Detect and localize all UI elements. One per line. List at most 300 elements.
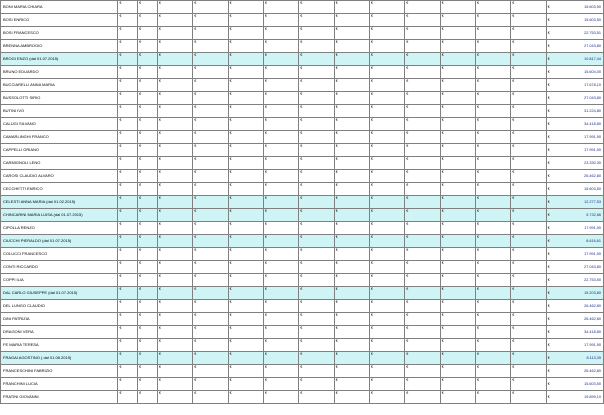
currency-symbol: € <box>371 79 373 83</box>
amount-cell <box>476 248 511 261</box>
currency-symbol: € <box>477 131 479 135</box>
table-row <box>1 300 604 313</box>
currency-symbol: € <box>477 105 479 109</box>
currency-symbol: € <box>229 326 232 330</box>
total-value: 5.732,86 <box>586 213 601 217</box>
currency-symbol: € <box>335 274 338 278</box>
currency-symbol: € <box>335 1 338 5</box>
amount-cell <box>264 144 299 157</box>
amount-cell <box>138 391 158 404</box>
currency-symbol: € <box>158 209 161 213</box>
currency-symbol: € <box>335 144 338 148</box>
currency-symbol: € <box>139 118 142 122</box>
total-cell <box>546 79 603 92</box>
currency-symbol: € <box>194 300 197 304</box>
currency-symbol: € <box>139 170 142 174</box>
currency-symbol: € <box>371 66 373 70</box>
currency-symbol: € <box>406 144 409 148</box>
currency-symbol: € <box>158 274 161 278</box>
amount-cell <box>334 209 369 222</box>
currency-symbol: € <box>477 14 479 18</box>
amount-cell <box>138 261 158 274</box>
currency-symbol: € <box>229 235 232 239</box>
currency-symbol: € <box>158 326 161 330</box>
currency-symbol: € <box>139 66 142 70</box>
amount-cell <box>405 14 440 27</box>
currency-symbol: € <box>441 118 444 122</box>
amount-cell <box>299 40 334 53</box>
currency-symbol: € <box>371 40 373 44</box>
currency-symbol: € <box>158 131 161 135</box>
amount-cell <box>193 1 228 14</box>
currency-symbol: € <box>406 352 409 356</box>
currency-symbol: € <box>139 378 142 382</box>
currency-symbol: € <box>547 57 550 61</box>
currency-symbol: € <box>335 313 338 317</box>
amount-cell <box>264 274 299 287</box>
currency-symbol: € <box>265 131 267 135</box>
currency-symbol: € <box>547 278 550 282</box>
currency-symbol: € <box>335 326 338 330</box>
amount-cell <box>476 105 511 118</box>
currency-symbol: € <box>477 313 479 317</box>
currency-symbol: € <box>371 183 373 187</box>
amount-cell <box>511 14 546 27</box>
currency-symbol: € <box>406 339 409 343</box>
amount-cell <box>228 391 263 404</box>
amount-cell <box>476 339 511 352</box>
currency-symbol: € <box>512 183 515 187</box>
amount-cell <box>118 1 138 14</box>
person-name: BUCCIARELLI ANNA MARIA <box>1 79 118 92</box>
amount-cell <box>264 313 299 326</box>
currency-symbol: € <box>265 53 267 57</box>
amount-cell <box>228 339 263 352</box>
currency-symbol: € <box>547 395 550 399</box>
currency-symbol: € <box>547 213 550 217</box>
currency-symbol: € <box>229 40 232 44</box>
currency-symbol: € <box>194 53 197 57</box>
amount-cell <box>370 170 405 183</box>
amount-cell <box>299 326 334 339</box>
person-name: FRAGAI AGOSTINO ( dal 01.08.2015) <box>1 352 118 365</box>
currency-symbol: € <box>194 92 197 96</box>
amount-cell <box>228 261 263 274</box>
person-name: BRENNA AMBROGIO <box>1 40 118 53</box>
amount-cell <box>118 14 138 27</box>
currency-symbol: € <box>139 144 142 148</box>
currency-symbol: € <box>477 326 479 330</box>
amount-cell <box>511 1 546 14</box>
currency-symbol: € <box>139 14 142 18</box>
person-name: FRANCESCHINI FABRIZIO <box>1 365 118 378</box>
amount-cell <box>334 144 369 157</box>
currency-symbol: € <box>119 300 122 304</box>
currency-symbol: € <box>512 222 515 226</box>
currency-symbol: € <box>547 31 550 35</box>
amount-cell <box>228 53 263 66</box>
currency-symbol: € <box>547 239 550 243</box>
currency-symbol: € <box>229 248 232 252</box>
currency-symbol: € <box>265 1 267 5</box>
currency-symbol: € <box>158 352 161 356</box>
table-body <box>1 1 604 404</box>
amount-cell <box>264 209 299 222</box>
amount-cell <box>264 365 299 378</box>
amount-cell <box>264 79 299 92</box>
total-value: 27.043,80 <box>584 265 601 269</box>
currency-symbol: € <box>512 365 515 369</box>
currency-symbol: € <box>119 170 122 174</box>
currency-symbol: € <box>371 1 373 5</box>
amount-cell <box>299 79 334 92</box>
amount-cell <box>511 378 546 391</box>
person-name: DINI PATRIZIA <box>1 313 118 326</box>
amount-cell <box>511 287 546 300</box>
amount-cell <box>228 79 263 92</box>
amount-cell <box>370 378 405 391</box>
amount-cell <box>228 326 263 339</box>
currency-symbol: € <box>158 339 161 343</box>
amount-cell <box>334 40 369 53</box>
currency-symbol: € <box>406 313 409 317</box>
currency-symbol: € <box>229 131 232 135</box>
currency-symbol: € <box>229 209 232 213</box>
currency-symbol: € <box>229 144 232 148</box>
currency-symbol: € <box>371 92 373 96</box>
total-value: 10.817,44 <box>584 57 601 61</box>
currency-symbol: € <box>194 1 197 5</box>
total-value: 27.043,80 <box>584 44 601 48</box>
currency-symbol: € <box>441 170 444 174</box>
currency-symbol: € <box>139 326 142 330</box>
amount-cell <box>193 118 228 131</box>
currency-symbol: € <box>139 339 142 343</box>
currency-symbol: € <box>194 170 197 174</box>
amount-cell <box>264 14 299 27</box>
currency-symbol: € <box>477 79 479 83</box>
amount-cell <box>138 131 158 144</box>
amount-cell <box>405 300 440 313</box>
amount-cell <box>118 326 138 339</box>
person-name: BONI MARIA CHIARA <box>1 1 118 14</box>
currency-symbol: € <box>477 352 479 356</box>
total-cell <box>546 118 603 131</box>
currency-symbol: € <box>229 66 232 70</box>
amount-cell <box>476 144 511 157</box>
currency-symbol: € <box>300 105 303 109</box>
currency-symbol: € <box>139 235 142 239</box>
amount-cell <box>193 170 228 183</box>
amount-cell <box>299 131 334 144</box>
amount-cell <box>193 222 228 235</box>
currency-symbol: € <box>406 261 409 265</box>
amount-cell <box>370 339 405 352</box>
currency-symbol: € <box>119 391 122 395</box>
amount-cell <box>157 183 192 196</box>
amount-cell <box>440 326 475 339</box>
amount-cell <box>264 300 299 313</box>
amount-cell <box>511 365 546 378</box>
amount-cell <box>299 300 334 313</box>
currency-symbol: € <box>194 378 197 382</box>
currency-symbol: € <box>477 27 479 31</box>
amount-cell <box>511 79 546 92</box>
currency-symbol: € <box>139 222 142 226</box>
table-row <box>1 326 604 339</box>
amount-cell <box>405 261 440 274</box>
currency-symbol: € <box>139 157 142 161</box>
currency-symbol: € <box>300 131 303 135</box>
amount-cell <box>334 274 369 287</box>
currency-symbol: € <box>119 274 122 278</box>
amount-cell <box>193 14 228 27</box>
amount-cell <box>193 40 228 53</box>
currency-symbol: € <box>265 352 267 356</box>
amount-cell <box>476 170 511 183</box>
currency-symbol: € <box>139 105 142 109</box>
currency-symbol: € <box>158 196 161 200</box>
amount-cell <box>157 365 192 378</box>
amount-cell <box>511 391 546 404</box>
amount-cell <box>440 53 475 66</box>
amount-cell <box>264 118 299 131</box>
currency-symbol: € <box>158 1 161 5</box>
currency-symbol: € <box>441 248 444 252</box>
table-row <box>1 40 604 53</box>
currency-symbol: € <box>300 391 303 395</box>
amount-cell <box>476 92 511 105</box>
amount-cell <box>370 66 405 79</box>
amount-cell <box>334 287 369 300</box>
currency-symbol: € <box>229 92 232 96</box>
amount-cell <box>138 313 158 326</box>
currency-symbol: € <box>265 209 267 213</box>
amount-cell <box>157 209 192 222</box>
currency-symbol: € <box>335 53 338 57</box>
total-cell <box>546 365 603 378</box>
currency-symbol: € <box>512 27 515 31</box>
currency-symbol: € <box>139 352 142 356</box>
total-cell <box>546 170 603 183</box>
currency-symbol: € <box>194 222 197 226</box>
amount-cell <box>118 274 138 287</box>
currency-symbol: € <box>547 382 550 386</box>
currency-symbol: € <box>512 209 515 213</box>
amount-cell <box>405 209 440 222</box>
amount-cell <box>334 391 369 404</box>
currency-symbol: € <box>119 53 122 57</box>
amount-cell <box>193 79 228 92</box>
currency-symbol: € <box>406 274 409 278</box>
currency-symbol: € <box>119 157 122 161</box>
currency-symbol: € <box>512 1 515 5</box>
currency-symbol: € <box>300 183 303 187</box>
amount-cell <box>138 92 158 105</box>
currency-symbol: € <box>229 300 232 304</box>
currency-symbol: € <box>119 183 122 187</box>
amount-cell <box>511 53 546 66</box>
currency-symbol: € <box>441 378 444 382</box>
amount-cell <box>405 40 440 53</box>
amount-cell <box>370 391 405 404</box>
amount-cell <box>334 313 369 326</box>
amount-cell <box>334 352 369 365</box>
currency-symbol: € <box>547 18 550 22</box>
amount-cell <box>157 378 192 391</box>
amount-cell <box>370 352 405 365</box>
currency-symbol: € <box>158 14 161 18</box>
currency-symbol: € <box>335 157 338 161</box>
currency-symbol: € <box>300 235 303 239</box>
currency-symbol: € <box>265 40 267 44</box>
amount-cell <box>476 391 511 404</box>
currency-symbol: € <box>194 235 197 239</box>
currency-symbol: € <box>335 378 338 382</box>
amount-cell <box>511 248 546 261</box>
currency-symbol: € <box>158 66 161 70</box>
currency-symbol: € <box>194 14 197 18</box>
amount-cell <box>228 235 263 248</box>
amount-cell <box>440 378 475 391</box>
amount-cell <box>511 339 546 352</box>
amount-cell <box>299 365 334 378</box>
amount-cell <box>138 53 158 66</box>
currency-symbol: € <box>139 27 142 31</box>
currency-symbol: € <box>547 343 550 347</box>
currency-symbol: € <box>406 131 409 135</box>
amount-cell <box>228 40 263 53</box>
currency-symbol: € <box>371 27 373 31</box>
amount-cell <box>264 27 299 40</box>
currency-symbol: € <box>265 27 267 31</box>
amount-cell <box>405 222 440 235</box>
amount-cell <box>193 378 228 391</box>
table-row <box>1 365 604 378</box>
amount-cell <box>370 261 405 274</box>
amount-cell <box>138 105 158 118</box>
person-name: CAROSI CLAUDIO ALVARO <box>1 170 118 183</box>
total-cell <box>546 313 603 326</box>
currency-symbol: € <box>139 365 142 369</box>
currency-symbol: € <box>512 92 515 96</box>
table-row <box>1 1 604 14</box>
currency-symbol: € <box>371 248 373 252</box>
total-cell <box>546 378 603 391</box>
amount-cell <box>476 196 511 209</box>
currency-symbol: € <box>371 391 373 395</box>
amount-cell <box>228 131 263 144</box>
amount-cell <box>157 235 192 248</box>
amount-cell <box>476 326 511 339</box>
currency-symbol: € <box>139 274 142 278</box>
amount-cell <box>370 235 405 248</box>
amount-cell <box>157 339 192 352</box>
amount-cell <box>193 352 228 365</box>
currency-symbol: € <box>406 222 409 226</box>
amount-cell <box>405 144 440 157</box>
currency-symbol: € <box>300 287 303 291</box>
amount-cell <box>299 378 334 391</box>
amount-cell <box>299 183 334 196</box>
currency-symbol: € <box>119 248 122 252</box>
amount-cell <box>138 170 158 183</box>
person-name: CAPPELLI ORIANO <box>1 144 118 157</box>
currency-symbol: € <box>441 105 444 109</box>
currency-symbol: € <box>406 53 409 57</box>
amount-cell <box>405 118 440 131</box>
currency-symbol: € <box>265 391 267 395</box>
currency-symbol: € <box>335 248 338 252</box>
amount-cell <box>405 1 440 14</box>
currency-symbol: € <box>158 27 161 31</box>
currency-symbol: € <box>547 109 550 113</box>
currency-symbol: € <box>547 369 550 373</box>
currency-symbol: € <box>139 287 142 291</box>
currency-symbol: € <box>300 365 303 369</box>
currency-symbol: € <box>441 92 444 96</box>
amount-cell <box>228 274 263 287</box>
total-cell <box>546 391 603 404</box>
currency-symbol: € <box>371 274 373 278</box>
amount-cell <box>405 53 440 66</box>
currency-symbol: € <box>229 274 232 278</box>
amount-cell <box>264 378 299 391</box>
amount-cell <box>370 365 405 378</box>
amount-cell <box>193 300 228 313</box>
amount-cell <box>118 196 138 209</box>
person-name: COLUCCI FRANCESCO <box>1 248 118 261</box>
amount-cell <box>264 131 299 144</box>
total-cell <box>546 326 603 339</box>
table-row <box>1 66 604 79</box>
amount-cell <box>405 365 440 378</box>
person-name: BUSSOLOTTI SIRIO <box>1 92 118 105</box>
amount-cell <box>299 66 334 79</box>
total-value: 17.991,90 <box>584 148 601 152</box>
currency-symbol: € <box>265 365 267 369</box>
amount-cell <box>193 66 228 79</box>
amount-cell <box>228 183 263 196</box>
currency-symbol: € <box>300 209 303 213</box>
currency-symbol: € <box>300 53 303 57</box>
currency-symbol: € <box>406 1 409 5</box>
currency-symbol: € <box>441 183 444 187</box>
amount-cell <box>299 235 334 248</box>
amount-cell <box>138 1 158 14</box>
currency-symbol: € <box>300 1 303 5</box>
currency-symbol: € <box>229 313 232 317</box>
amount-cell <box>440 235 475 248</box>
amount-cell <box>299 313 334 326</box>
amount-cell <box>476 27 511 40</box>
amount-cell <box>334 79 369 92</box>
amount-cell <box>118 53 138 66</box>
currency-symbol: € <box>441 14 444 18</box>
amount-cell <box>228 27 263 40</box>
currency-symbol: € <box>512 131 515 135</box>
currency-symbol: € <box>335 235 338 239</box>
amount-cell <box>511 118 546 131</box>
amount-cell <box>511 352 546 365</box>
total-cell <box>546 144 603 157</box>
amount-cell <box>440 66 475 79</box>
table-row <box>1 196 604 209</box>
amount-cell <box>440 105 475 118</box>
amount-cell <box>193 209 228 222</box>
currency-symbol: € <box>119 118 122 122</box>
table-row <box>1 79 604 92</box>
